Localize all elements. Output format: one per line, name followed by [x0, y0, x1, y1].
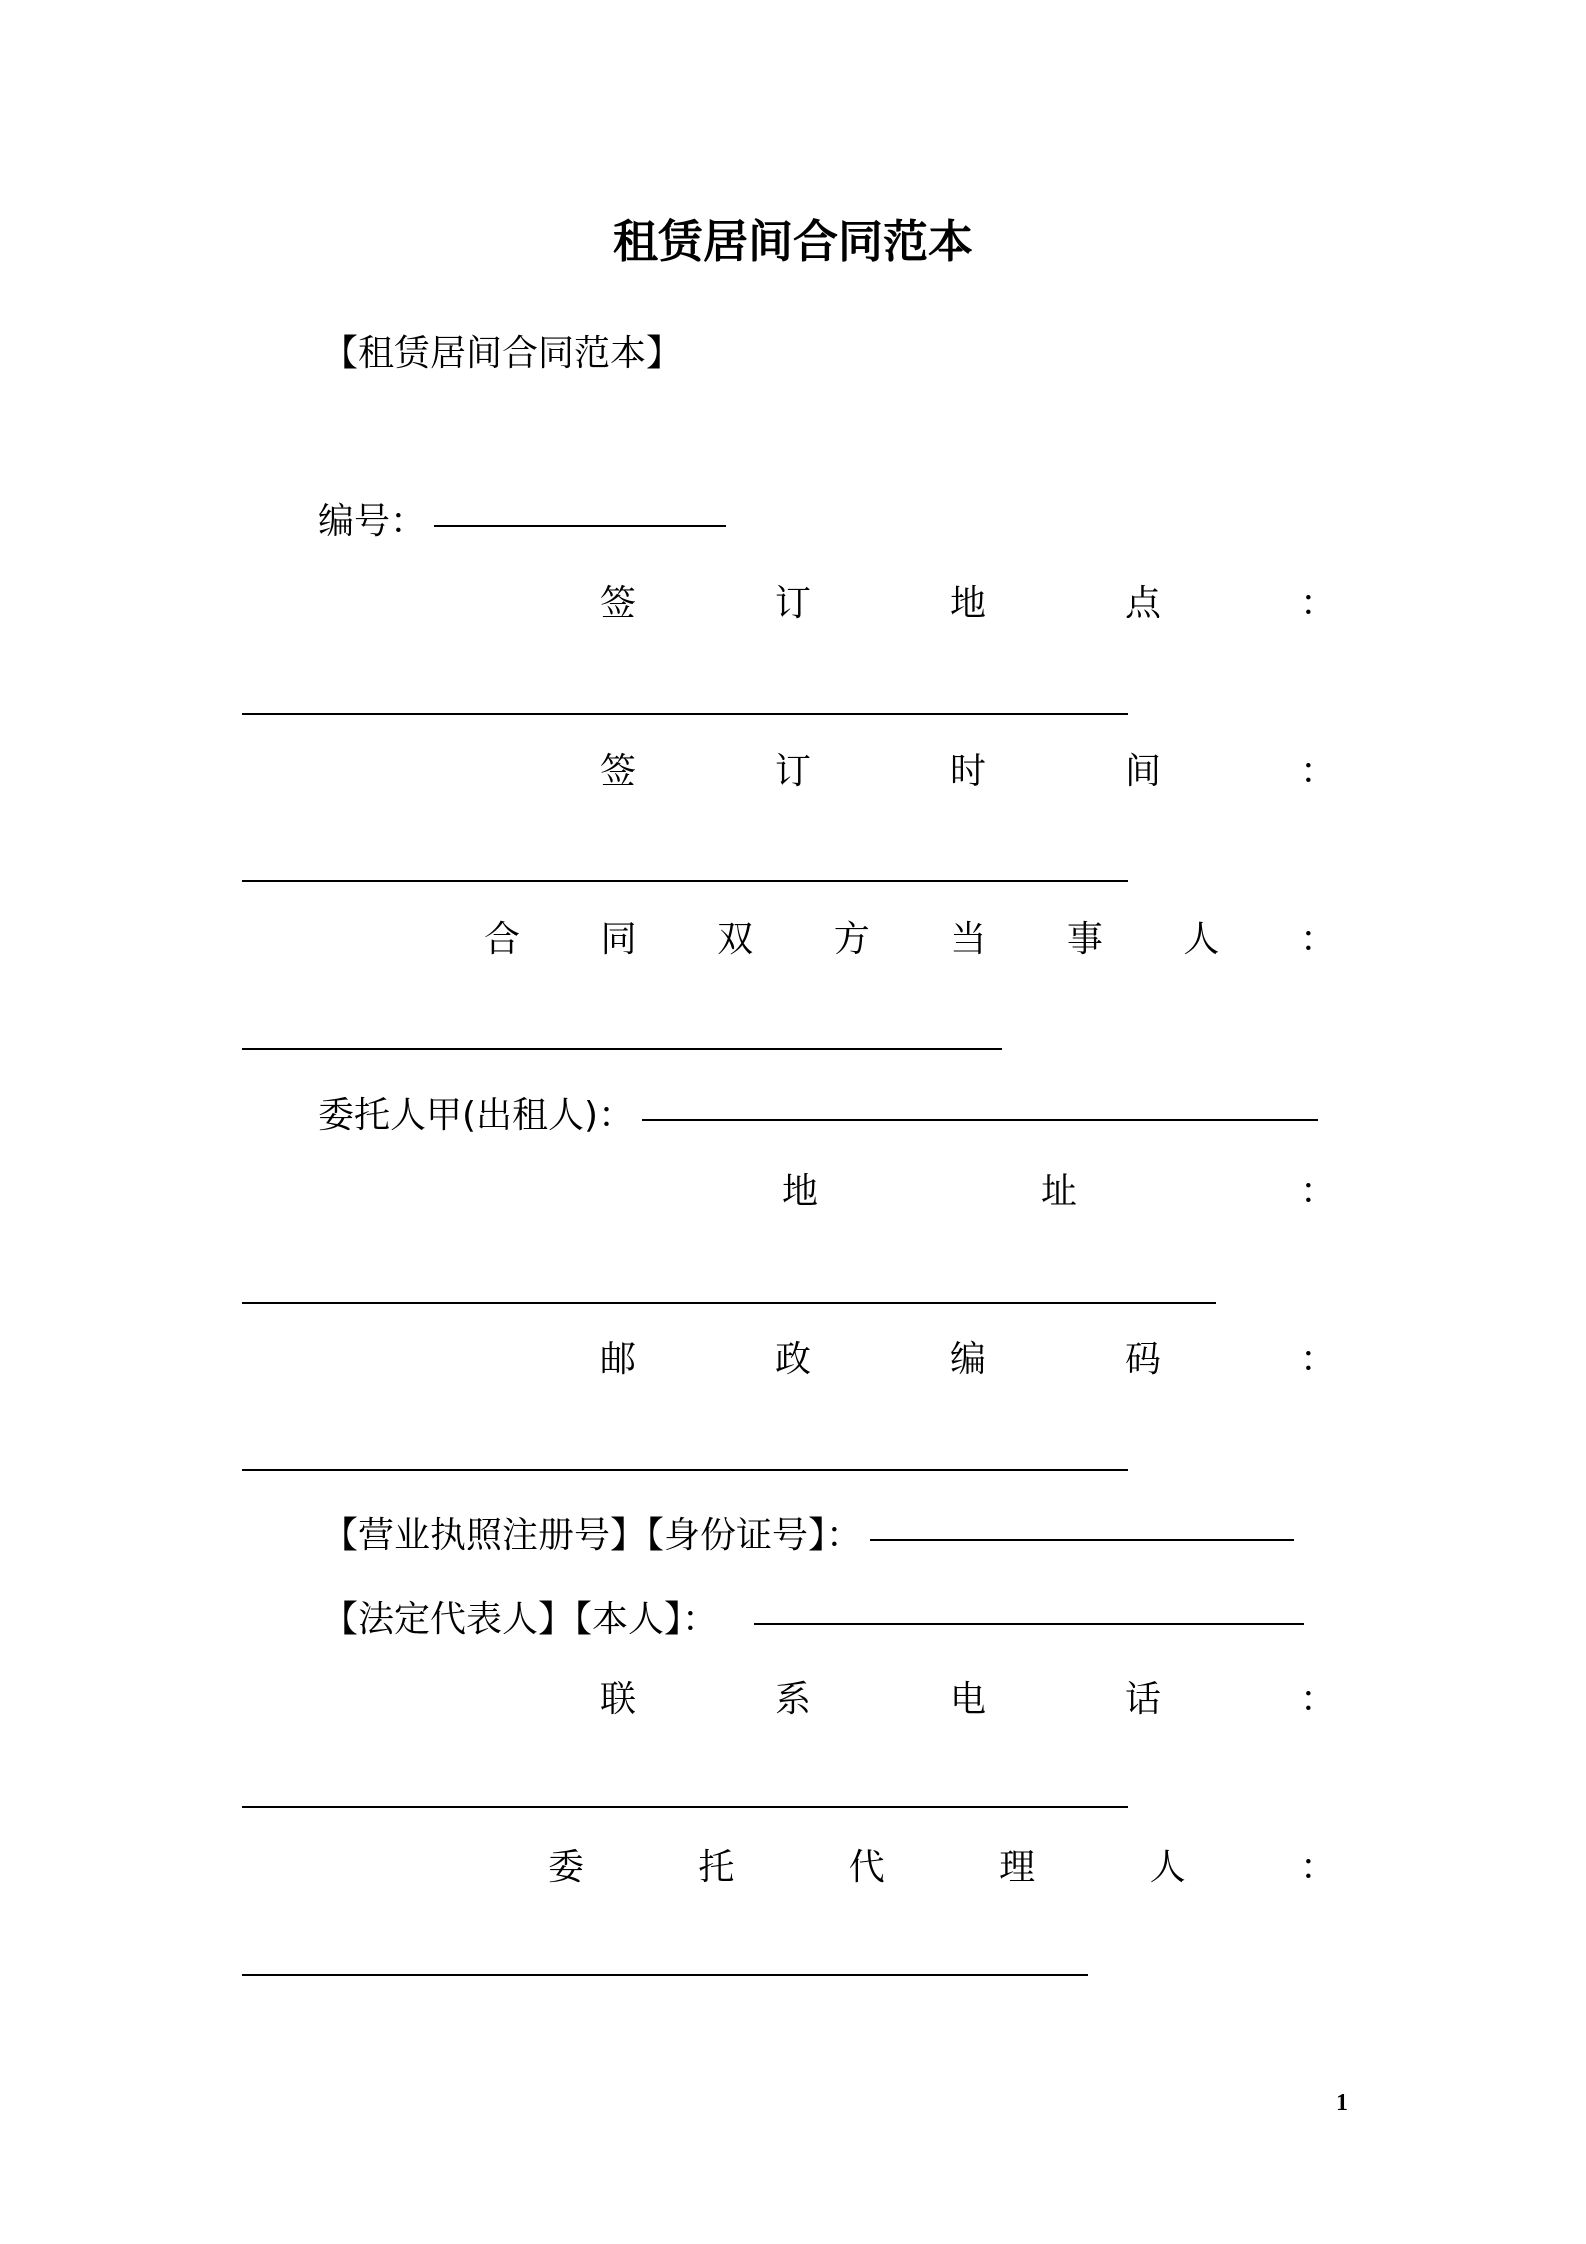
address-label: 地 址 ： [782, 1171, 1336, 1212]
sign-place-blank[interactable] [242, 713, 1128, 715]
legal-rep-blank[interactable] [754, 1623, 1304, 1625]
document-subtitle: 【租赁居间合同范本】 [322, 333, 683, 374]
legal-rep-label: 【法定代表人】【本人】： [322, 1599, 719, 1640]
sign-time-label: 签 订 时 间 ： [600, 751, 1336, 792]
document-title: 租赁居间合同范本 [612, 215, 973, 268]
agent-label: 委 托 代 理 人 ： [548, 1847, 1336, 1888]
agent-blank[interactable] [242, 1974, 1088, 1976]
principal-a-blank[interactable] [642, 1119, 1318, 1121]
phone-blank[interactable] [242, 1806, 1128, 1808]
phone-label: 联 系 电 话 ： [600, 1679, 1336, 1720]
sign-time-blank[interactable] [242, 880, 1128, 882]
parties-label: 合 同 双 方 当 事 人 ： [484, 919, 1336, 960]
sign-place-label: 签 订 地 点 ： [600, 583, 1336, 624]
contract-number-blank[interactable] [434, 525, 726, 527]
principal-a-row [318, 1092, 1318, 1140]
contract-number-label: 编号： [318, 501, 427, 542]
license-blank[interactable] [870, 1539, 1294, 1541]
page-number: 1 [1336, 2090, 1348, 2116]
principal-a-label: 委托人甲(出租人)： [318, 1095, 635, 1136]
contract-number-row [318, 498, 726, 546]
legal-rep-row [322, 1596, 1304, 1644]
address-blank[interactable] [242, 1302, 1216, 1304]
license-row [322, 1512, 1294, 1560]
license-label: 【营业执照注册号】【身份证号】： [322, 1515, 863, 1556]
postcode-blank[interactable] [242, 1469, 1128, 1471]
postcode-label: 邮 政 编 码 ： [600, 1339, 1336, 1380]
parties-blank[interactable] [242, 1048, 1002, 1050]
